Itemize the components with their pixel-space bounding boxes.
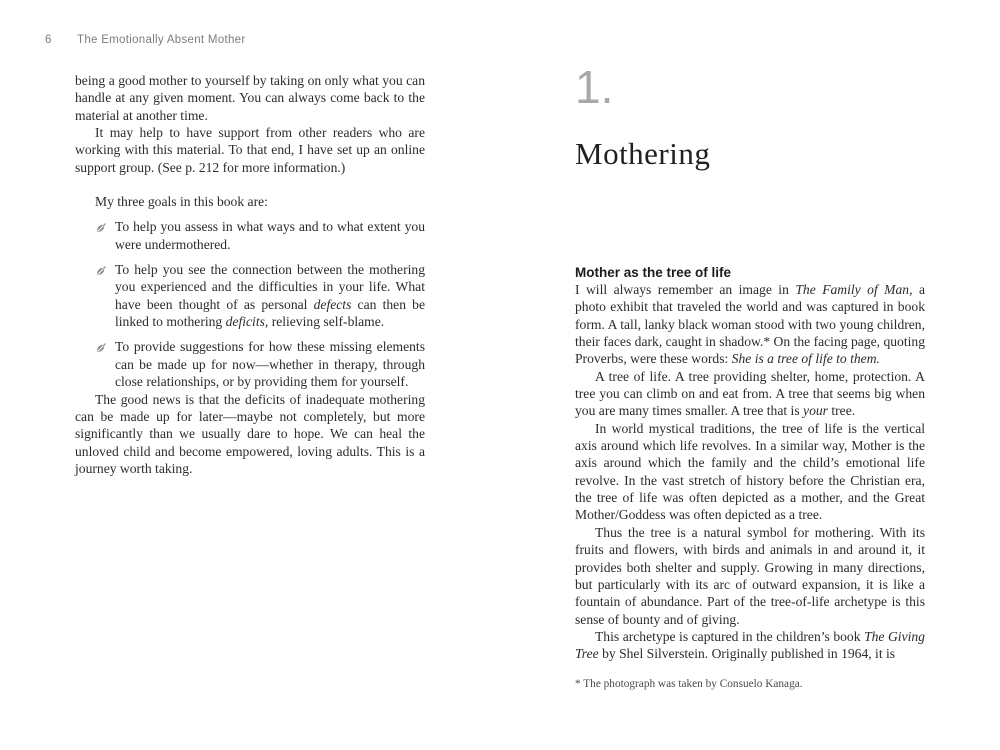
chapter-title: Mothering [575,136,711,171]
goal-text: To help you assess in what ways and to what extent you were undermothered. [115,219,425,252]
goal-item [75,261,425,330]
section-heading: Mother as the tree of life [575,265,732,280]
right-page [575,61,925,691]
goals-block [75,193,425,390]
page-number: 6 [45,34,52,46]
chapter-body [575,264,925,691]
body-paragraph: It may help to have support from other readers who are working with this material. To that end, I have set up an online support group. (See p. 212 for more information.) [75,125,425,175]
chapter-paragraph: I will always remember an image in The Family of Man, a photo exhibit that traveled the world and was captured in book form. A tall, lanky black woman stood with two young children, their faces dark, caught in shadow.* On the facing page, quoting Proverbs, were these words: She is a tree of life to them. [575,282,925,367]
chapter-paragraph: This archetype is captured in the children’s book The Giving Tree by Shel Silverstein. Originally published in 1964, it is [575,628,925,662]
chapter-paragraph: In world mystical traditions, the tree of life is the vertical axis around which life revolves. In a similar way, Mother is the axis around which the family and the child’s emotional life revolve. In the vast stretch of history before the Christian era, the tree of life was often depicted as a mother, and the Great Mother/Goddess was often depicted as a tree. [575,420,925,523]
footnote: * The photograph was taken by Consuelo Kanaga. [575,677,803,690]
goal-text: To help you see the connection between the mothering you experienced and the difficulties in your life. What have been thought of as personal defects can then be linked to mothering deficits, relieving self-blame. [115,262,426,330]
goal-text: To provide suggestions for how these missing elements can be made up for now—whether in therapy, through close relationships, or by providing them for yourself. [115,339,425,390]
leaf-bullet-icon [95,264,106,275]
leaf-bullet-icon [95,221,106,232]
running-header-title: The Emotionally Absent Mother [77,34,246,46]
chapter-paragraph: Thus the tree is a natural symbol for mothering. With its fruits and flowers, with birds and animals in and around it, it provides both shelter and supply. Growing in many directions, but particularly with its arc of outward expansion, it is like a fountain of abundance. Part of the tree-of-life archetype is this sense of bounty and of giving. [575,524,925,627]
chapter-number: 1. [575,61,614,113]
goal-item [75,218,425,253]
left-page [75,72,425,477]
running-header [45,34,445,46]
chapter-paragraph: A tree of life. A tree providing shelter, home, protection. A tree you can climb on and eat from. A tree that seems big when you are many times smaller. A tree that is your tree. [575,368,925,419]
goals-intro: My three goals in this book are: [95,194,268,210]
closing-paragraph: The good news is that the deficits of inadequate mothering can be made up for later—maybe not completely, but more significantly than we usually dare to hope. We can heal the unloved child and become empowered, loving adults. This is a journey worth taking. [75,391,425,476]
leaf-bullet-icon [95,341,106,352]
body-paragraph: being a good mother to yourself by taking on only what you can handle at any given moment. You can always come back to the material at another time. [75,73,425,123]
goal-item [75,338,425,390]
